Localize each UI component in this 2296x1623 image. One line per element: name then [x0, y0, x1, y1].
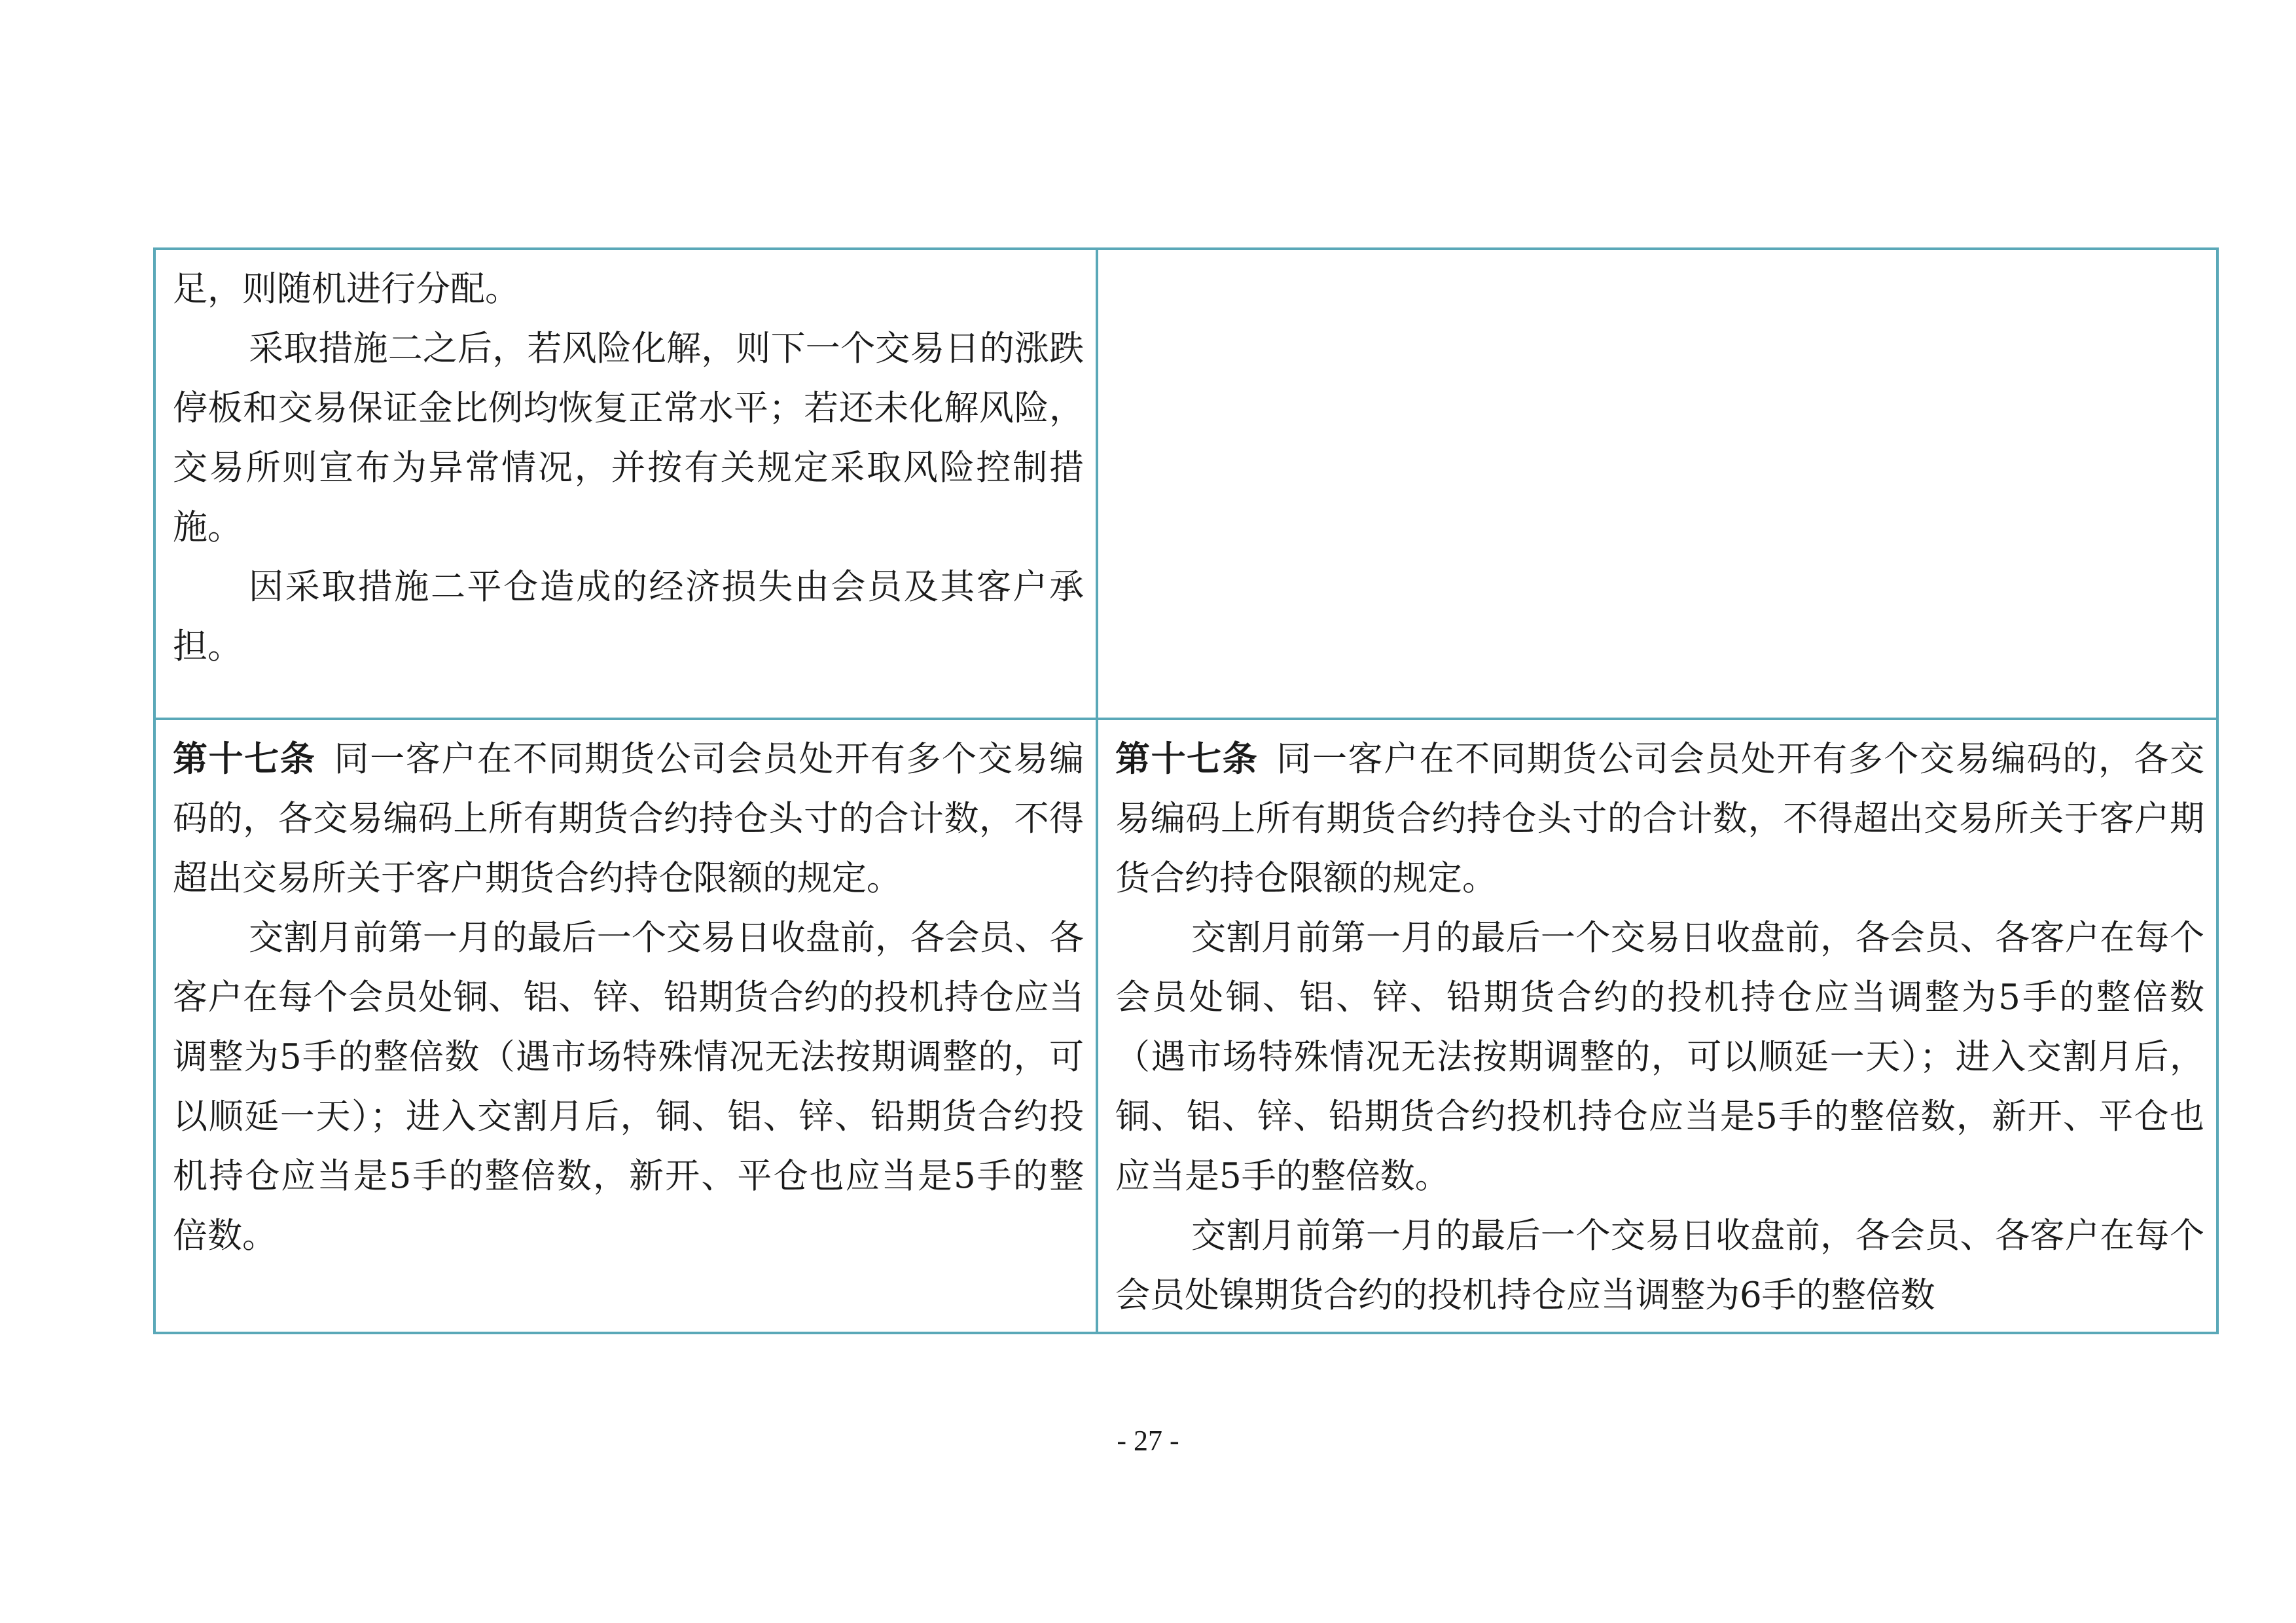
page-number: - 27 -	[1117, 1425, 1179, 1457]
article-text: 同一客户在不同期货公司会员处开有多个交易编码的，各交易编码上所有期货合约持仓头寸的合计数，不得超出交易所关于客户期货合约持仓限额的规定。	[1115, 739, 2205, 898]
comparison-table	[153, 247, 2219, 1334]
paragraph: 交割月前第一月的最后一个交易日收盘前，各会员、各客户在每个会员处铜、铝、锌、铅期货合约的投机持仓应当调整为5手的整倍数（遇市场特殊情况无法按期调整的，可以顺延一天）；进入交割月后，铜、铝、锌、铅期货合约投机持仓应当是5手的整倍数，新开、平仓也应当是5手的整倍数。	[1115, 918, 2204, 1196]
table-cell-right-empty	[1097, 249, 2217, 719]
table-row	[154, 249, 2217, 719]
paragraph: 交割月前第一月的最后一个交易日收盘前，各会员、各客户在每个会员处铜、铝、锌、铅期货合约的投机持仓应当调整为5手的整倍数（遇市场特殊情况无法按期调整的，可以顺延一天）；进入交割月后，铜、铝、锌、铅期货合约投机持仓应当是5手的整倍数，新开、平仓也应当是5手的整倍数。	[173, 918, 1084, 1256]
paragraph: 足，则随机进行分配。	[173, 269, 520, 309]
paragraph: 采取措施二之后，若风险化解，则下一个交易日的涨跌停板和交易保证金比例均恢复正常水平；若还未化解风险，交易所则宣布为异常情况，并按有关规定采取风险控制措施。	[173, 329, 1084, 547]
article-number: 第十七条	[173, 739, 316, 779]
paragraph	[173, 729, 1084, 908]
paragraph: 交割月前第一月的最后一个交易日收盘前，各会员、各客户在每个会员处镍期货合约的投机持仓应当调整为6手的整倍数	[1115, 1216, 2204, 1315]
table-cell-left	[154, 249, 1097, 719]
article-text: 同一客户在不同期货公司会员处开有多个交易编码的，各交易编码上所有期货合约持仓头寸的合计数，不得超出交易所关于客户期货合约持仓限额的规定。	[173, 739, 1084, 898]
table-cell-left	[154, 719, 1097, 1333]
table-row	[154, 719, 2217, 1333]
paragraph: 因采取措施二平仓造成的经济损失由会员及其客户承担。	[173, 567, 1084, 666]
paragraph	[1115, 729, 2204, 908]
article-number: 第十七条	[1115, 739, 1259, 779]
table-cell-right	[1097, 719, 2217, 1333]
